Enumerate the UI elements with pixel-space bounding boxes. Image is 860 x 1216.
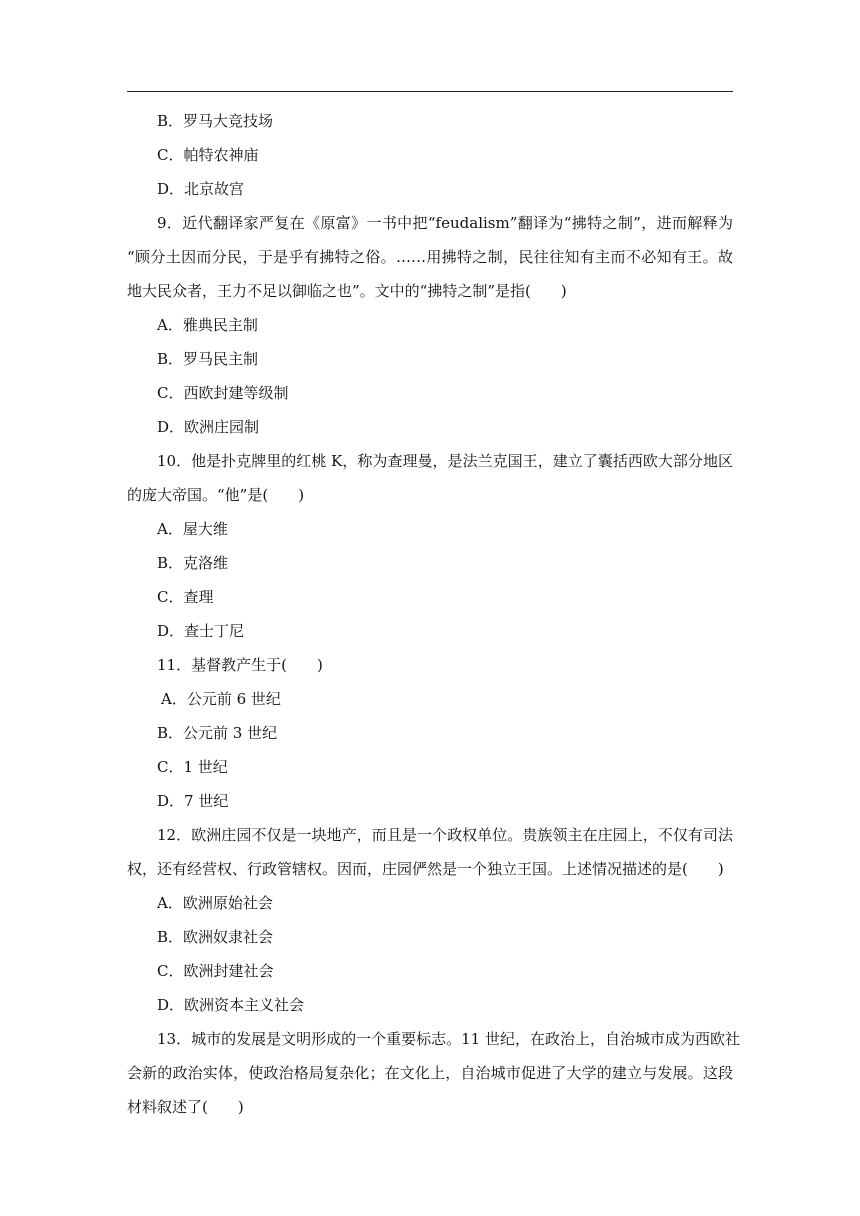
- q9-option-a: A．雅典民主制: [157, 316, 258, 334]
- q8-option-d: D．北京故宫: [157, 180, 245, 198]
- q9-stem-line-3: 地大民众者，王力不足以御临之也”。文中的“拂特之制”是指( ): [127, 282, 567, 300]
- q12-stem-line-2: 权，还有经营权、行政管辖权。因而，庄园俨然是一个独立王国。上述情况描述的是( ): [127, 860, 724, 878]
- q13-stem-line-1: 13．城市的发展是文明形成的一个重要标志。11 世纪，在政治上，自治城市成为西欧社: [157, 1030, 740, 1048]
- q9-stem-line-2: “顾分土因而分民，于是乎有拂特之俗。……用拂特之制，民往往知有主而不必知有王。故: [127, 248, 733, 266]
- q10-stem-line-2: 的庞大帝国。“他”是( ): [127, 486, 305, 504]
- q9-option-d: D．欧洲庄园制: [157, 418, 260, 436]
- q12-stem-line-1: 12．欧洲庄园不仅是一块地产，而且是一个政权单位。贵族领主在庄园上，不仅有司法: [157, 826, 733, 844]
- q8-option-b: B．罗马大竞技场: [157, 112, 274, 130]
- q10-stem-line-1: 10．他是扑克牌里的红桃 K，称为查理曼，是法兰克国王，建立了囊括西欧大部分地区: [157, 452, 733, 470]
- q10-option-c: C．查理: [157, 588, 214, 606]
- q12-option-b: B．欧洲奴隶社会: [157, 928, 274, 946]
- q8-option-c: C．帕特农神庙: [157, 146, 259, 164]
- question-content: [127, 104, 740, 1124]
- q10-option-d: D．查士丁尼: [157, 622, 245, 640]
- q11-option-a: A．公元前 6 世纪: [161, 690, 281, 708]
- q11-stem-line-1: 11．基督教产生于( ): [157, 656, 323, 674]
- q9-option-b: B．罗马民主制: [157, 350, 259, 368]
- q11-option-d: D．7 世纪: [157, 792, 229, 810]
- q10-option-b: B．克洛维: [157, 554, 229, 572]
- q9-option-c: C．西欧封建等级制: [157, 384, 289, 402]
- q11-option-c: C．1 世纪: [157, 758, 228, 776]
- q12-option-a: A．欧洲原始社会: [157, 894, 273, 912]
- q11-option-b: B．公元前 3 世纪: [157, 724, 278, 742]
- header-rule: [127, 91, 733, 92]
- q12-option-c: C．欧洲封建社会: [157, 962, 274, 980]
- q13-stem-line-2: 会新的政治实体，使政治格局复杂化；在文化上，自治城市促进了大学的建立与发展。这段: [127, 1064, 733, 1082]
- q10-option-a: A．屋大维: [157, 520, 228, 538]
- q13-stem-line-3: 材料叙述了( ): [127, 1098, 244, 1116]
- q9-stem-line-1: 9．近代翻译家严复在《原富》一书中把“feudalism”翻译为“拂特之制”，进而解释为: [157, 214, 733, 232]
- q12-option-d: D．欧洲资本主义社会: [157, 996, 305, 1014]
